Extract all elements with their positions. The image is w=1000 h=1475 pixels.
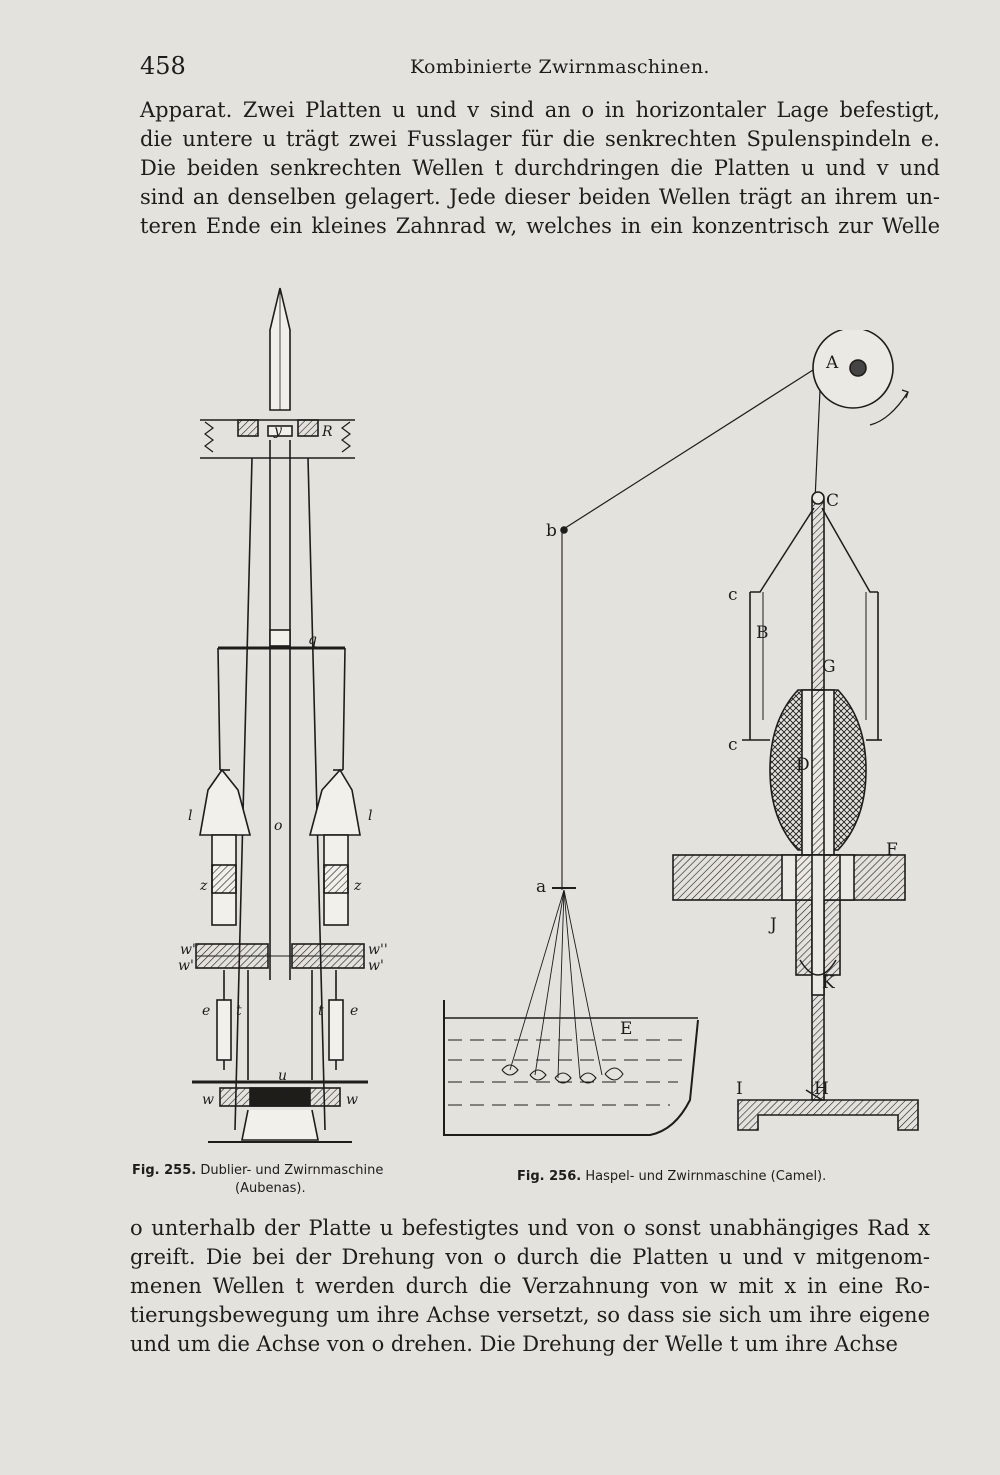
- label-b: b: [546, 521, 557, 541]
- label-J: J: [770, 915, 777, 935]
- text-line: Apparat. Zwei Platten u und v sind an o in horizontaler Lage befestigt,: [140, 98, 940, 122]
- label-K: K: [822, 973, 835, 993]
- body-text-bottom: [130, 1214, 930, 1359]
- label-e-right: e: [350, 1003, 359, 1019]
- label-w1-left: w': [180, 942, 196, 958]
- label-w-bottom-right: w: [346, 1092, 358, 1108]
- text-line: o unterhalb der Platte u befestigtes und von o sonst unabhängiges Rad x: [130, 1216, 930, 1240]
- text-line: die untere u trägt zwei Fusslager für die senkrechten Spulenspindeln e.: [140, 127, 940, 151]
- label-w1-right: w'': [368, 942, 388, 958]
- label-l-right: l: [368, 808, 373, 824]
- label-G: G: [822, 657, 836, 677]
- label-C: C: [826, 491, 840, 511]
- label-A: A: [826, 353, 839, 373]
- label-t-left: t: [236, 1003, 242, 1019]
- figure-256-drawing: [430, 330, 920, 1150]
- label-w2-right: w': [368, 958, 384, 974]
- reeling-twisting-machine-drawing: [430, 330, 920, 1150]
- text-line: sind an denselben gelagert. Jede dieser beiden Wellen trägt an ihrem un-: [140, 185, 940, 209]
- text-line: Die beiden senkrechten Wellen t durchdringen die Platten u und v und: [140, 156, 940, 180]
- label-x: x: [276, 1090, 284, 1106]
- body-text-top: [140, 96, 940, 241]
- label-c-top: c: [728, 585, 738, 605]
- page-header: [140, 52, 940, 88]
- label-a: a: [536, 877, 547, 897]
- label-l-left: l: [188, 808, 193, 824]
- label-H: H: [814, 1079, 829, 1099]
- label-e-left: e: [202, 1003, 211, 1019]
- label-E: E: [620, 1019, 633, 1039]
- running-title: Kombinierte Zwirnmaschinen.: [410, 56, 710, 78]
- label-t-right: t: [318, 1003, 324, 1019]
- label-z-right: z: [354, 878, 362, 894]
- text-line: tierungsbewegung um ihre Achse versetzt, so dass sie sich um ihre eigene: [130, 1303, 930, 1327]
- label-q: q: [308, 632, 317, 648]
- caption-text: Dublier- und Zwirnmaschine: [200, 1163, 384, 1178]
- label-B: B: [756, 623, 769, 643]
- label-F: F: [886, 840, 898, 860]
- doubling-twisting-machine-drawing: [130, 270, 430, 1160]
- label-y: y: [274, 423, 282, 439]
- label-w-bottom-left: w: [202, 1092, 214, 1108]
- figure-255-drawing: [130, 270, 430, 1160]
- page-number: 458: [140, 52, 186, 80]
- figure-256-caption: [517, 1168, 897, 1186]
- label-z-left: z: [200, 878, 208, 894]
- text-line: menen Wellen t werden durch die Verzahnung von w mit x in eine Ro-: [130, 1274, 930, 1298]
- label-c-bottom: c: [728, 735, 738, 755]
- figure-255-caption: [132, 1162, 442, 1198]
- label-I: I: [736, 1079, 743, 1099]
- caption-label: Fig. 256.: [517, 1169, 582, 1184]
- text-line: teren Ende ein kleines Zahnrad w, welches in ein konzentrisch zur Welle: [140, 214, 940, 238]
- text-line: greift. Die bei der Drehung von o durch die Platten u und v mitgenom-: [130, 1245, 930, 1269]
- label-w2-left: w': [178, 958, 194, 974]
- caption-text: Haspel- und Zwirnmaschine (Camel).: [585, 1169, 827, 1184]
- label-R: R: [322, 424, 333, 440]
- label-u: u: [278, 1068, 288, 1084]
- label-o: o: [274, 818, 283, 834]
- caption-label: Fig. 255.: [132, 1163, 197, 1178]
- caption-subtext: (Aubenas).: [235, 1181, 306, 1196]
- text-line: und um die Achse von o drehen. Die Drehung der Welle t um ihre Achse: [130, 1332, 898, 1356]
- label-D: D: [796, 755, 810, 775]
